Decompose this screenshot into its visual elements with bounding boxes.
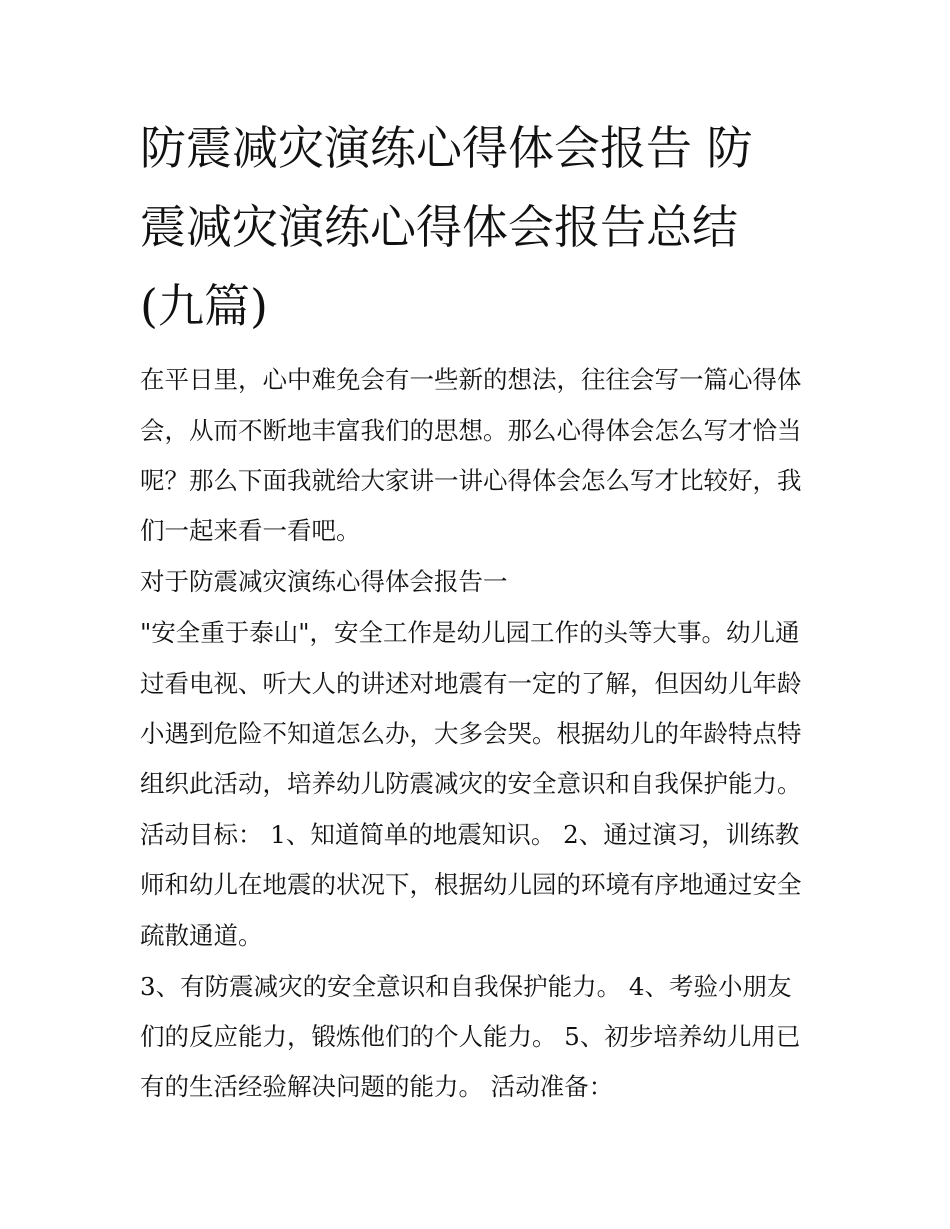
title-line-1: 防震减灾演练心得体会报告 防	[140, 121, 753, 175]
paragraph-line-1: "安全重于泰山"，安全工作是幼儿园工作的头等大事。幼儿通	[140, 618, 800, 647]
goals-line-2: 们的反应能力，锻炼他们的个人能力。 5、初步培养幼儿用已	[140, 1022, 801, 1051]
paragraph-line-5: 活动目标： 1、知道简单的地震知识。 2、通过演习，训练教	[140, 820, 800, 849]
paragraph-line-2: 过看电视、听大人的讲述对地震有一定的了解，但因幼儿年龄	[140, 669, 802, 698]
intro-line-4: 们一起来看一看吧。	[140, 516, 361, 545]
title-line-2: 震减灾演练心得体会报告总结	[140, 200, 738, 254]
goals-line-3: 有的生活经验解决问题的能力。 活动准备：	[140, 1072, 614, 1101]
paragraph-line-7: 疏散通道。	[140, 921, 263, 950]
paragraph-line-4: 组织此活动，培养幼儿防震减灾的安全意识和自我保护能力。	[140, 769, 802, 798]
paragraph-line-3: 小遇到危险不知道怎么办，大多会哭。根据幼儿的年龄特点特	[140, 719, 802, 748]
section-heading: 对于防震减灾演练心得体会报告一	[140, 567, 508, 596]
intro-line-2: 会，从而不断地丰富我们的思想。那么心得体会怎么写才恰当	[140, 416, 802, 445]
paragraph-line-6: 师和幼儿在地震的状况下，根据幼儿园的环境有序地通过安全	[140, 870, 802, 899]
goals-line-1: 3、有防震减灾的安全意识和自我保护能力。 4、考验小朋友	[140, 972, 792, 1001]
intro-line-3: 呢？那么下面我就给大家讲一讲心得体会怎么写才比较好，我	[140, 466, 802, 495]
title-line-3: (九篇)	[140, 279, 268, 333]
intro-line-1: 在平日里，心中难免会有一些新的想法，往往会写一篇心得体	[140, 365, 802, 394]
